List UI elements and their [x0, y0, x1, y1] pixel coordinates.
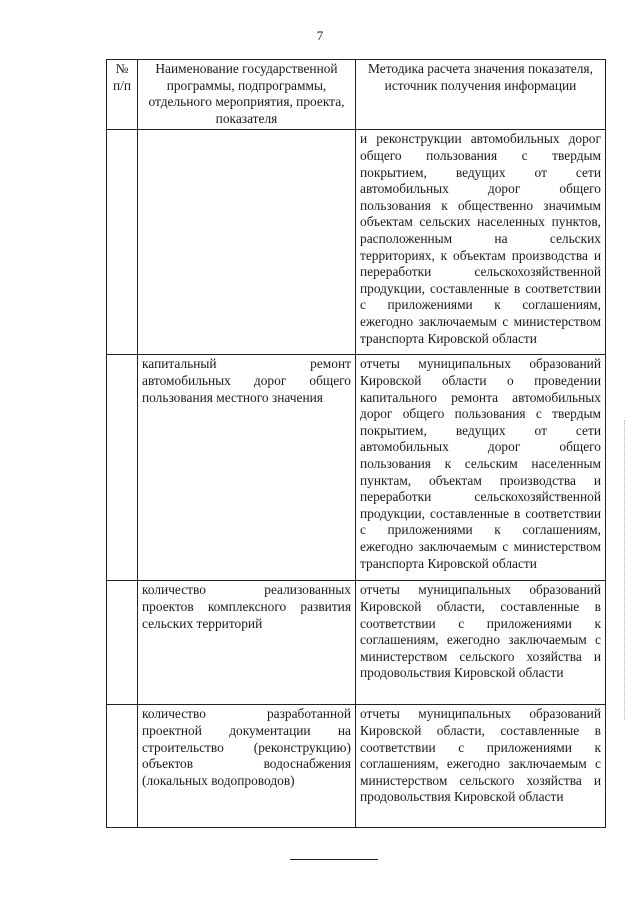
- cell-number: [107, 355, 138, 581]
- cell-name: количество реализованных проектов комплексного развития сельских территорий: [138, 581, 356, 705]
- footer-rule: [290, 859, 378, 860]
- cell-name: количество разработанной проектной документации на строительство (реконструкцию) объектов водоснабжения (локальных водопроводов): [138, 705, 356, 828]
- header-method: Методика расчета значения показателя, источник получения информации: [356, 60, 606, 130]
- header-number: № п/п: [107, 60, 138, 130]
- cell-method: отчеты муниципальных образований Кировской области о проведении капитального ремонта автомобильных дорог общего пользования с твердым покрытием, ведущих от сети автомобильных дорог общего пользования к сельским населенным пунктам, объектам производства и переработки сельскохозяйственной продукции, составленные в соответствии с приложениями к соглашениям, ежегодно заключаемым с министерством транспорта Кировской области: [356, 355, 606, 581]
- table-row: [107, 705, 606, 828]
- scan-artifact-line: [624, 420, 627, 720]
- cell-method: и реконструкции автомобильных дорог общего пользования с твердым покрытием, ведущих от сети автомобильных дорог общего пользования к общественно значимым объектам сельских населенных пунктов, расположенным на сельских территориях, к объектам производства и переработки сельскохозяйственной продукции, составленные в соответствии с приложениями к соглашениям, ежегодно заключаемым с министерством транспорта Кировской области: [356, 130, 606, 355]
- table-row: [107, 355, 606, 581]
- cell-method: отчеты муниципальных образований Кировской области, составленные в соответствии с приложениями к соглашениям, ежегодно заключаемым с министерством сельского хозяйства и продовольствия Кировской области: [356, 581, 606, 705]
- page-number: 7: [316, 28, 324, 43]
- cell-number: [107, 705, 138, 828]
- cell-method: отчеты муниципальных образований Кировской области, составленные в соответствии с приложениями к соглашениям, ежегодно заключаемым с министерством сельского хозяйства и продовольствия Кировской области: [356, 705, 606, 828]
- cell-name: [138, 130, 356, 355]
- table-row: [107, 581, 606, 705]
- cell-name: капитальный ремонт автомобильных дорог общего пользования местного значения: [138, 355, 356, 581]
- table-row: [107, 130, 606, 355]
- cell-number: [107, 130, 138, 355]
- table-header-row: [107, 60, 606, 130]
- indicators-table: [106, 59, 606, 828]
- header-name: Наименование государственной программы, подпрограммы, отдельного мероприятия, проекта, показателя: [138, 60, 356, 130]
- cell-number: [107, 581, 138, 705]
